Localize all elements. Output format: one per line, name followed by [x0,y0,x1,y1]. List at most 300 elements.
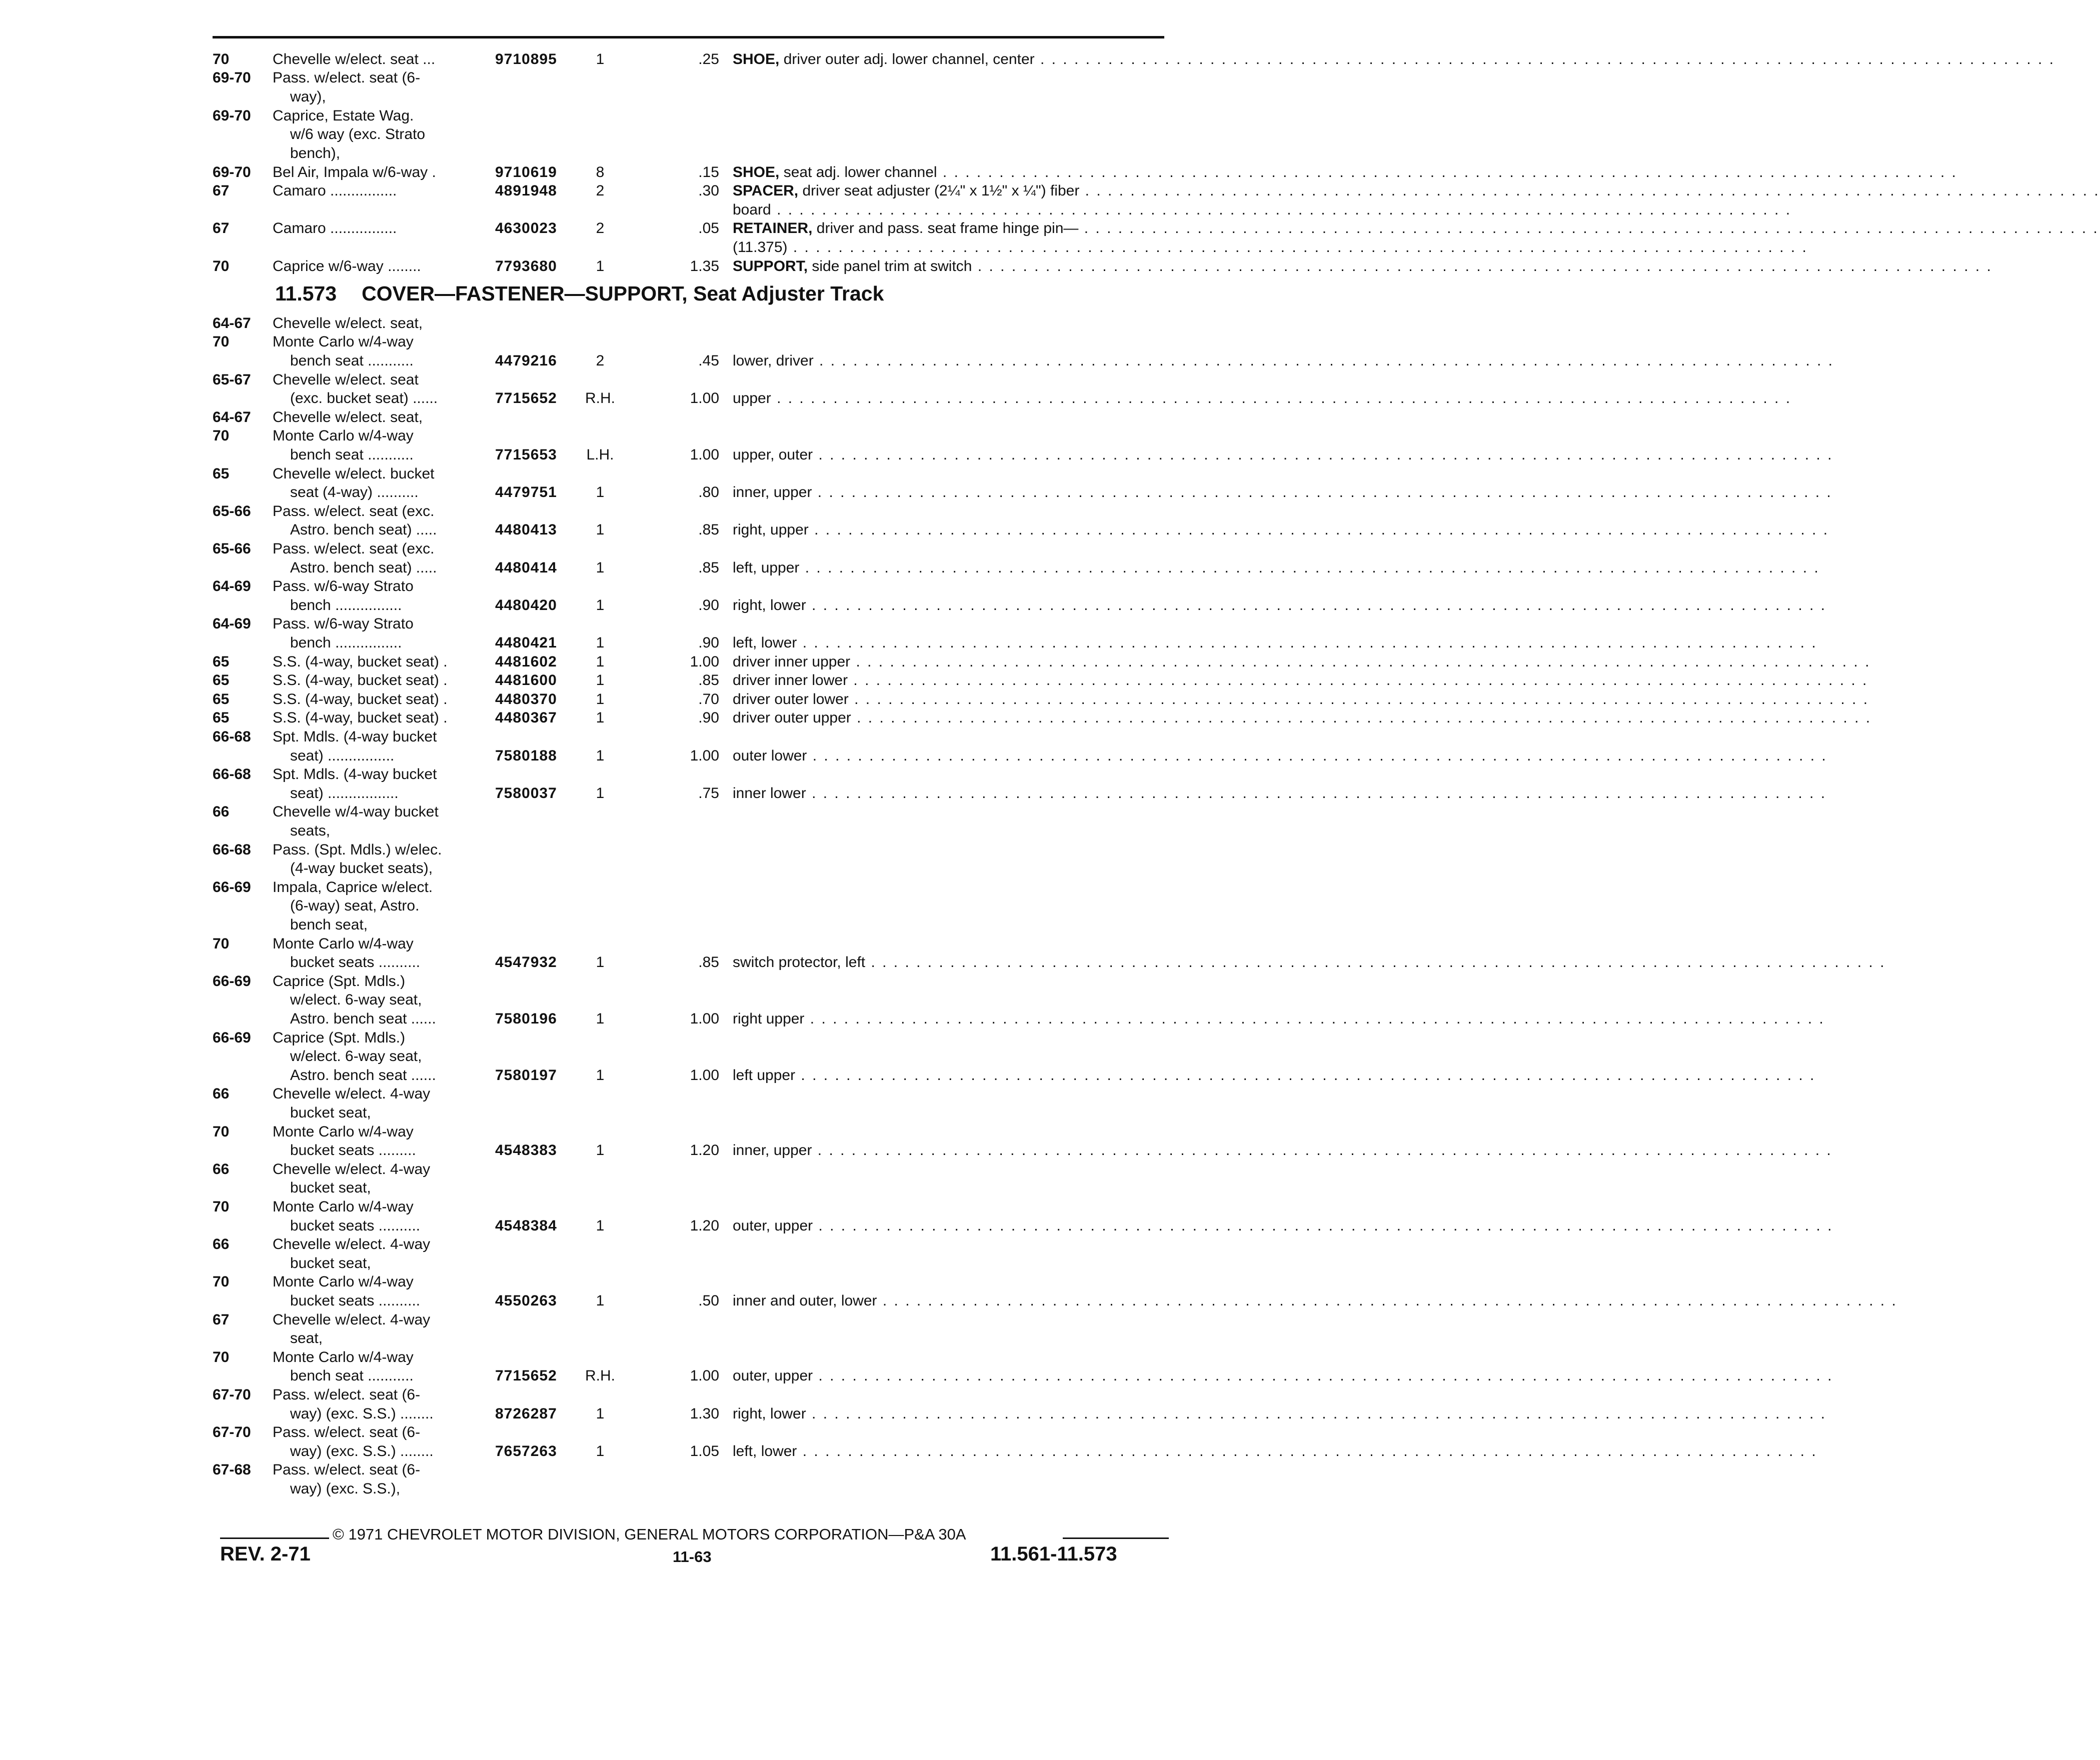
price: 1.35 [690,258,719,274]
application: Astro. bench seat) ..... [290,560,437,576]
application: bucket seat, [290,1255,371,1272]
application: bench), [290,145,341,162]
model-year: 65-67 [213,372,251,388]
model-year: 66-69 [213,1030,251,1046]
model-year: 70 [213,1349,230,1366]
quantity: 1 [596,954,605,970]
table-row [0,634,1817,652]
description-text: driver and pass. seat frame hinge pin— [812,220,1079,236]
description-text: right, upper [733,522,809,538]
application: way) (exc. S.S.) ........ [290,1443,434,1460]
part-number: 7715652 [495,390,557,406]
price: .90 [698,710,719,726]
table-row [0,1160,1264,1179]
price: 1.00 [690,1067,719,1084]
quantity: 1 [596,522,605,538]
part-number: 4550263 [495,1292,557,1309]
table-row [0,389,1792,408]
dot-leader: . . . . . . . . . . . . . . . . . . . . . . . . . . . . . . . . . . . . . . . . . . . . . . . . . . . . . . . . . . . . . . . . . . . . . . . . . . . . . . . . . . . . . . . . . . [787,239,1808,256]
quantity: 1 [596,484,605,500]
quantity: 1 [596,785,605,802]
quantity: 1 [596,1010,605,1027]
table-row [0,332,1264,352]
dot-leader: . . . . . . . . . . . . . . . . . . . . . . . . . . . . . . . . . . . . . . . . . . . . . . . . . . . . . . . . . . . . . . . . . . . . . . . . . . . . . . . . . . . . . . . . . . [808,522,1829,538]
application: Pass. w/elect. seat (6- [273,1386,421,1403]
table-row [0,1235,1264,1254]
model-year: 65 [213,710,230,726]
table-row [0,125,1264,144]
dot-leader: . . . . . . . . . . . . . . . . . . . . . . . . . . . . . . . . . . . . . . . . . . . . . . . . . . . . . . . . . . . . . . . . . . . . . . . . . . . . . . . . . . . . . . . . . . [771,390,1792,406]
table-row [0,859,1264,878]
part-number: 4547932 [495,954,557,970]
part-number: 4480367 [495,710,557,726]
section-title: COVER—FASTENER—SUPPORT, Seat Adjuster Track [362,282,884,305]
price: 1.00 [690,390,719,406]
top-rule [213,36,1164,38]
quantity: 2 [596,220,605,236]
description-text: (11.375) [733,239,788,256]
model-year: 65-66 [213,540,251,557]
description-text: side panel trim at switch [808,258,972,274]
application: S.S. (4-way, bucket seat) . [273,654,448,670]
description-text: driver outer lower [733,691,849,708]
description [733,746,1827,766]
table-row [0,88,1264,106]
model-year: 66-68 [213,842,251,858]
dot-leader: . . . . . . . . . . . . . . . . . . . . . . . . . . . . . . . . . . . . . . . . . . . . . . . . . . . . . . . . . . . . . . . . . . . . . . . . . . . . . . . . . . . . . . . . . . [797,634,1817,651]
description-text: switch protector, left [733,954,866,970]
part-number: 9710619 [495,164,557,180]
application: S.S. (4-way, bucket seat) . [273,672,448,688]
dot-leader: . . . . . . . . . . . . . . . . . . . . . . . . . . . . . . . . . . . . . . . . . . . . . . . . . . . . . . . . . . . . . . . . . . . . . . . . . . . . . . . . . . . . . . . . . . [807,748,1827,764]
dot-leader: . . . . . . . . . . . . . . . . . . . . . . . . . . . . . . . . . . . . . . . . . . . . . . . . . . . . . . . . . . . . . . . . . . . . . . . . . . . . . . . . . . . . . . . . . . [1034,51,2055,68]
dot-leader: . . . . . . . . . . . . . . . . . . . . . . . . . . . . . . . . . . . . . . . . . . . . . . . . . . . . . . . . . . . . . . . . . . . . . . . . . . . . . . . . . . . . . . . . . . [813,1368,1833,1384]
application: (4-way bucket seats), [290,860,433,876]
part-number: 7793680 [495,258,557,274]
model-year: 66-69 [213,879,251,896]
application: S.S. (4-way, bucket seat) . [273,710,448,726]
price: .70 [698,691,719,708]
description [733,1404,1827,1424]
description [733,690,1869,709]
model-year: 70 [213,1198,230,1215]
table-row [0,426,1264,446]
application: bucket seats .......... [290,1292,421,1309]
application: Camaro ................ [273,182,397,199]
price: .50 [698,1292,719,1309]
application: Pass. w/elect. seat (6- [273,70,421,86]
quantity: 2 [596,182,605,199]
model-year: 66 [213,804,230,820]
table-row [0,1310,1264,1330]
quantity: 1 [596,560,605,576]
dot-leader: . . . . . . . . . . . . . . . . . . . . . . . . . . . . . . . . . . . . . . . . . . . . . . . . . . . . . . . . . . . . . . . . . . . . . . . . . . . . . . . . . . . . . . . . . . [972,258,1992,274]
application: Spt. Mdls. (4-way bucket [273,728,437,745]
model-year: 67 [213,220,230,236]
table-row [0,822,1264,840]
description-text: driver outer upper [733,710,851,726]
price: .05 [698,220,719,236]
application: bench ................ [290,597,402,614]
model-year: 67 [213,182,230,199]
application: way), [290,88,326,105]
model-year: 70 [213,258,230,274]
application: Spt. Mdls. (4-way bucket [273,766,437,782]
application: w/elect. 6-way seat, [290,1048,422,1064]
application: Pass. w/elect. seat (6- [273,1424,421,1440]
copyright-notice: © 1971 CHEVROLET MOTOR DIVISION, GENERAL MOTORS CORPORATION—P&A 30A [333,1526,966,1543]
table-row [0,68,1264,88]
description [733,200,1792,220]
part-number: 7580188 [495,748,557,764]
part-number: 4630023 [495,220,557,236]
part-number: 7657263 [495,1443,557,1460]
application: Monte Carlo w/4-way [273,1124,414,1140]
description-text: right upper [733,1010,805,1027]
description [733,446,1833,464]
description [733,1141,1832,1160]
quantity: 1 [596,51,605,68]
table-row [0,953,1886,972]
table-row [0,690,1869,709]
table-row [0,446,1833,464]
price: .45 [698,352,719,369]
dot-leader: . . . . . . . . . . . . . . . . . . . . . . . . . . . . . . . . . . . . . . . . . . . . . . . . . . . . . . . . . . . . . . . . . . . . . . . . . . . . . . . . . . . . . . . . . . [813,1218,1833,1234]
application: (6-way) seat, Astro. [290,898,420,914]
table-row [0,144,1264,163]
model-year: 70 [213,51,230,68]
part-number: 4481602 [495,654,557,670]
quantity: 1 [596,1443,605,1460]
application: Impala, Caprice w/elect. [273,879,433,896]
application: Chevelle w/elect. bucket [273,466,435,482]
part-name: SHOE, [733,164,780,180]
description-text: right, lower [733,1406,806,1422]
dot-leader: . . . . . . . . . . . . . . . . . . . . . . . . . . . . . . . . . . . . . . . . . . . . . . . . . . . . . . . . . . . . . . . . . . . . . . . . . . . . . . . . . . . . . . . . . . [848,672,1868,688]
table-row [0,1480,1264,1498]
table-row [0,352,1834,370]
application: Pass. w/elect. seat (6- [273,1462,421,1478]
quantity: 1 [596,691,605,708]
description-text: outer, upper [733,1218,813,1234]
application: Chevelle w/elect. 4-way [273,1312,431,1328]
model-year: 66-68 [213,728,251,745]
description [733,708,1872,728]
application: bench seat ........... [290,1368,414,1384]
application: seat, [290,1330,323,1346]
table-row [0,990,1264,1010]
description-text: lower, driver [733,352,814,369]
description-text: inner and outer, lower [733,1292,877,1309]
description-text: driver inner lower [733,672,848,688]
application: bench seat ........... [290,352,414,369]
table-row [0,878,1264,897]
description [733,784,1827,803]
dot-leader: . . . . . . . . . . . . . . . . . . . . . . . . . . . . . . . . . . . . . . . . . . . . . . . . . . . . . . . . . . . . . . . . . . . . . . . . . . . . . . . . . . . . . . . . . . [812,484,1832,500]
description-text: left, lower [733,1443,797,1460]
table-row [0,765,1264,784]
application: Chevelle w/elect. seat ... [273,51,436,68]
application: bucket seat, [290,1104,371,1121]
part-number: 7580196 [495,1010,557,1027]
application: bench ................ [290,634,402,651]
model-year: 64-67 [213,409,251,426]
part-number: 4891948 [495,182,557,199]
table-row [0,50,2055,69]
table-row [0,106,1264,126]
model-year: 67 [213,1312,230,1328]
part-number: 4479216 [495,352,557,369]
table-row [0,1047,1264,1066]
model-year: 69-70 [213,108,251,124]
quantity: R.H. [585,1368,615,1384]
quantity: R.H. [585,390,615,406]
table-row [0,483,1832,502]
application: Pass. (Spt. Mdls.) w/elec. [273,842,442,858]
table-row [0,1010,1825,1028]
dot-leader: . . . . . . . . . . . . . . . . . . . . . . . . . . . . . . . . . . . . . . . . . . . . . . . . . . . . . . . . . . . . . . . . . . . . . . . . . . . . . . . . . . . . . . . . . . [937,164,1957,180]
part-name: SUPPORT, [733,258,808,274]
quantity: 1 [596,672,605,688]
table-row [0,558,1820,578]
application: Pass. w/6-way Strato [273,578,414,594]
description [733,1366,1833,1386]
model-year: 67-70 [213,1424,251,1440]
application: Chevelle w/elect. seat, [273,409,423,426]
price: 1.00 [690,748,719,764]
part-number: 7715653 [495,446,557,463]
description-text: inner, upper [733,484,812,500]
description [733,634,1817,652]
quantity: 1 [596,654,605,670]
quantity: 1 [596,597,605,614]
model-year: 69-70 [213,164,251,180]
application: S.S. (4-way, bucket seat) . [273,691,448,708]
description [733,352,1834,370]
table-row [0,1028,1264,1048]
description [733,1442,1817,1461]
table-row [0,1442,1817,1461]
quantity: 1 [596,258,605,274]
description-text: left upper [733,1067,796,1084]
quantity: 1 [596,1292,605,1309]
table-row [0,182,2100,200]
description [733,182,2100,200]
description [733,953,1886,972]
description [733,219,2099,238]
application: Camaro ................ [273,220,397,236]
dot-leader: . . . . . . . . . . . . . . . . . . . . . . . . . . . . . . . . . . . . . . . . . . . . . . . . . . . . . . . . . . . . . . . . . . . . . . . . . . . . . . . . . . . . . . . . . . [771,202,1792,218]
description-text: driver outer adj. lower channel, center [779,51,1035,68]
dot-leader: . . . . . . . . . . . . . . . . . . . . . . . . . . . . . . . . . . . . . . . . . . . . . . . . . . . . . . . . . . . . . . . . . . . . . . . . . . . . . . . . . . . . . . . . . . [806,1406,1827,1422]
description [733,558,1820,578]
application: Monte Carlo w/4-way [273,334,414,350]
application: seats, [290,822,331,839]
dot-leader: . . . . . . . . . . . . . . . . . . . . . . . . . . . . . . . . . . . . . . . . . . . . . . . . . . . . . . . . . . . . . . . . . . . . . . . . . . . . . . . . . . . . . . . . . . [812,1142,1832,1158]
part-name: SPACER, [733,182,799,199]
description [733,1292,1897,1310]
table-row [0,614,1264,634]
description [733,257,1992,276]
quantity: 1 [596,1218,605,1234]
model-year: 65-66 [213,503,251,520]
application: w/elect. 6-way seat, [290,992,422,1008]
table-row [0,370,1264,390]
table-row [0,464,1264,484]
description [733,389,1792,408]
description-text: right, lower [733,597,806,614]
application: bench seat, [290,916,368,933]
table-row [0,502,1264,521]
application: bucket seat, [290,1180,371,1196]
table-row [0,1329,1264,1348]
application: way) (exc. S.S.) ........ [290,1406,434,1422]
application: Caprice w/6-way ........ [273,258,421,274]
dot-leader: . . . . . . . . . . . . . . . . . . . . . . . . . . . . . . . . . . . . . . . . . . . . . . . . . . . . . . . . . . . . . . . . . . . . . . . . . . . . . . . . . . . . . . . . . . [813,352,1834,369]
table-row [0,540,1264,558]
dot-leader: . . . . . . . . . . . . . . . . . . . . . . . . . . . . . . . . . . . . . . . . . . . . . . . . . . . . . . . . . . . . . . . . . . . . . . . . . . . . . . . . . . . . . . . . . . [804,1010,1825,1027]
price: .85 [698,522,719,538]
table-row [0,746,1827,766]
application: Pass. w/elect. seat (exc. [273,503,435,520]
table-row [0,1460,1264,1480]
table-row [0,1423,1264,1442]
model-year: 67-68 [213,1462,251,1478]
table-row [0,200,1792,220]
price: 1.00 [690,1368,719,1384]
description-text: upper, outer [733,446,813,463]
model-year: 66 [213,1161,230,1178]
part-number: 9710895 [495,51,557,68]
table-row [0,916,1264,934]
model-year: 65 [213,672,230,688]
table-row [0,219,2099,238]
model-year: 70 [213,1124,230,1140]
application: bucket seats ......... [290,1142,416,1158]
quantity: 1 [596,1406,605,1422]
table-row [0,1366,1833,1386]
price: .85 [698,954,719,970]
price: .75 [698,785,719,802]
description [733,652,1871,672]
description-text: board [733,202,771,218]
model-year: 66-69 [213,973,251,990]
dot-leader: . . . . . . . . . . . . . . . . . . . . . . . . . . . . . . . . . . . . . . . . . . . . . . . . . . . . . . . . . . . . . . . . . . . . . . . . . . . . . . . . . . . . . . . . . . [848,691,1869,708]
table-row [0,652,1871,672]
table-row [0,1198,1264,1216]
price: .90 [698,634,719,651]
model-year: 66 [213,1236,230,1252]
part-number: 4480421 [495,634,557,651]
description-text: upper [733,390,771,406]
dot-leader: . . . . . . . . . . . . . . . . . . . . . . . . . . . . . . . . . . . . . . . . . . . . . . . . . . . . . . . . . . . . . . . . . . . . . . . . . . . . . . . . . . . . . . . . . . [806,597,1827,614]
description-text: driver inner upper [733,654,851,670]
dot-leader: . . . . . . . . . . . . . . . . . . . . . . . . . . . . . . . . . . . . . . . . . . . . . . . . . . . . . . . . . . . . . . . . . . . . . . . . . . . . . . . . . . . . . . . . . . [850,654,1871,670]
application: seat (4-way) .......... [290,484,419,500]
model-year: 66 [213,1086,230,1102]
application: Astro. bench seat) ..... [290,522,437,538]
application: Pass. w/elect. seat (exc. [273,540,435,557]
model-year: 64-67 [213,315,251,332]
part-number: 4480370 [495,691,557,708]
model-year: 65 [213,654,230,670]
part-number: 4548383 [495,1142,557,1158]
description [733,1066,1816,1085]
table-row [0,784,1827,803]
quantity: 1 [596,748,605,764]
price: 1.00 [690,1010,719,1027]
table-row [0,1348,1264,1367]
table-row [0,520,1829,540]
application: Chevelle w/elect. 4-way [273,1161,431,1178]
page-number: 11-63 [673,1548,712,1566]
quantity: L.H. [586,446,614,463]
part-name: SHOE, [733,51,780,68]
table-row [0,1216,1833,1236]
description [733,596,1827,615]
table-row [0,1386,1264,1404]
table-row [0,1404,1827,1424]
application: Astro. bench seat ...... [290,1010,436,1027]
table-row [0,238,1808,257]
part-number: 4480420 [495,597,557,614]
quantity: 8 [596,164,605,180]
application: (exc. bucket seat) ...... [290,390,438,406]
table-row [0,802,1264,822]
part-number: 4481600 [495,672,557,688]
application: seat) ................. [290,785,399,802]
dot-leader: . . . . . . . . . . . . . . . . . . . . . . . . . . . . . . . . . . . . . . . . . . . . . . . . . . . . . . . . . . . . . . . . . . . . . . . . . . . . . . . . . . . . . . . . . . [1078,220,2099,236]
table-row [0,1066,1816,1085]
dot-leader: . . . . . . . . . . . . . . . . . . . . . . . . . . . . . . . . . . . . . . . . . . . . . . . . . . . . . . . . . . . . . . . . . . . . . . . . . . . . . . . . . . . . . . . . . . [797,1443,1817,1460]
price: .30 [698,182,719,199]
table-row [0,728,1264,746]
description [733,163,1957,182]
description [733,238,1808,257]
application: bucket seats .......... [290,1218,421,1234]
table-row [0,163,1957,182]
application: Chevelle w/elect. 4-way [273,1086,431,1102]
application: way) (exc. S.S.), [290,1480,401,1497]
footer-rule-left [220,1538,329,1539]
quantity: 1 [596,1067,605,1084]
model-year: 70 [213,1274,230,1290]
table-row [0,1178,1264,1198]
section-number: 11.573 [275,282,337,305]
description-text: inner lower [733,785,806,802]
price: 1.20 [690,1142,719,1158]
application: w/6 way (exc. Strato [290,126,426,142]
table-row [0,408,1264,427]
dot-leader: . . . . . . . . . . . . . . . . . . . . . . . . . . . . . . . . . . . . . . . . . . . . . . . . . . . . . . . . . . . . . . . . . . . . . . . . . . . . . . . . . . . . . . . . . . [806,785,1827,802]
table-row [0,1254,1264,1273]
table-row [0,1122,1264,1142]
table-row [0,1292,1897,1310]
section-heading [275,281,884,306]
application: Monte Carlo w/4-way [273,1198,414,1215]
description [733,483,1832,502]
price: .85 [698,560,719,576]
model-year: 66-68 [213,766,251,782]
part-number: 7715652 [495,1368,557,1384]
description [733,671,1868,690]
dot-leader: . . . . . . . . . . . . . . . . . . . . . . . . . . . . . . . . . . . . . . . . . . . . . . . . . . . . . . . . . . . . . . . . . . . . . . . . . . . . . . . . . . . . . . . . . . [813,446,1833,463]
part-number: 4480413 [495,522,557,538]
price: 1.00 [690,654,719,670]
price: 1.05 [690,1443,719,1460]
model-year: 69-70 [213,70,251,86]
application: Caprice (Spt. Mdls.) [273,973,406,990]
